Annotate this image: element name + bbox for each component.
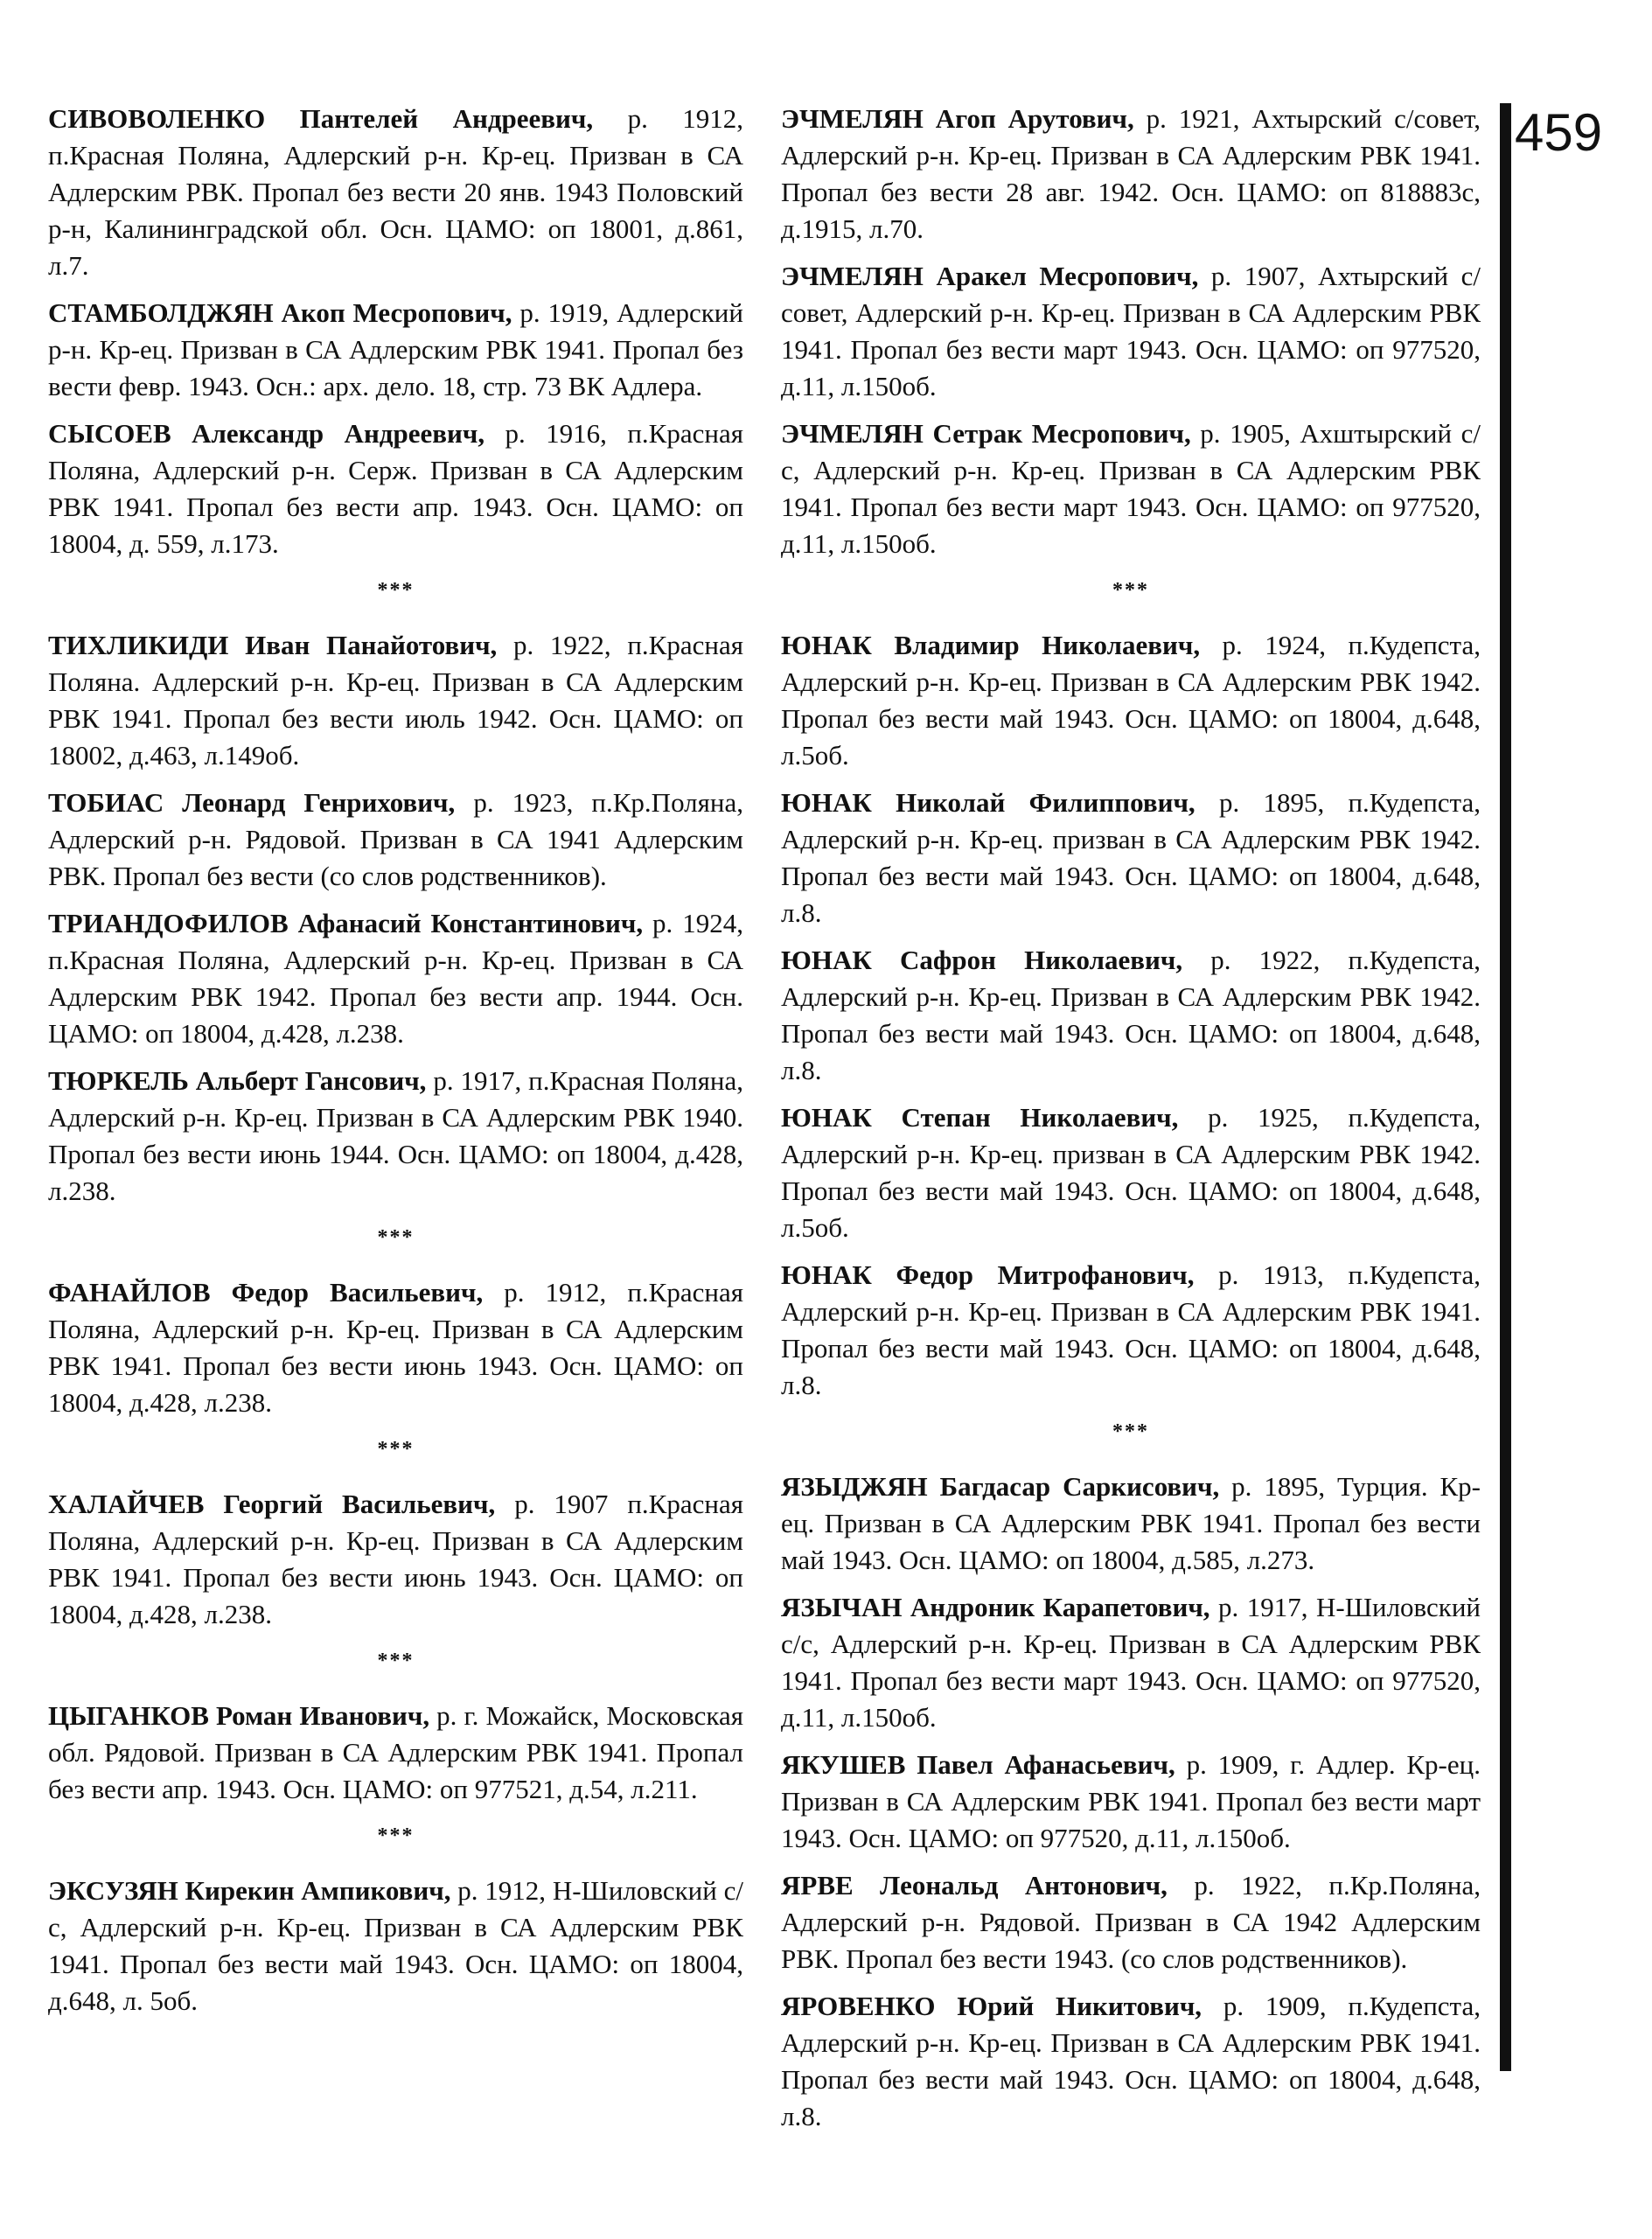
memorial-entry bbox=[781, 1468, 1481, 1579]
entry-name: ЯРВЕ Леональд Антонович, bbox=[781, 1870, 1168, 1901]
entry-details: р. 1924, п.Кудепста, Адлерский р-н. Кр-ец. Призван в СА Адлерским РВК 1942. Пропал без вести май 1943. Осн. ЦАМО: оп 18004, д.648, л.5об. bbox=[781, 630, 1481, 771]
entry-details: р. 1916, п.Красная Поляна, Адлерский р-н. Серж. Призван в СА Адлерским РВК 1941. Пропал без вести апр. 1943. Осн. ЦАМО: оп 18004, д. 559, л.173. bbox=[48, 418, 743, 559]
entry-name: ЯРОВЕНКО Юрий Никитович, bbox=[781, 1991, 1202, 2021]
entry-details: р. 1907, Ахтырский с/совет, Адлерский р-н. Кр-ец. Призван в СА Адлерским РВК 1941. Пропал без вести март 1943. Осн. ЦАМО: оп 977520, д.11, л.150об. bbox=[781, 261, 1481, 401]
entry-name: ЮНАК Владимир Николаевич, bbox=[781, 630, 1201, 660]
memorial-entry bbox=[781, 415, 1481, 562]
entry-details: р. 1919, Адлерский р-н. Кр-ец. Призван в СА Адлерским РВК 1941. Пропал без вести февр. 1943. Осн.: арх. дело. 18, стр. 73 ВК Адлера. bbox=[48, 297, 743, 401]
entry-details: р. 1917, п.Красная Поляна, Адлерский р-н. Кр-ец. Призван в СА Адлерским РВК 1940. Пропал без вести июнь 1944. Осн. ЦАМО: оп 18004, д.428, л.238. bbox=[48, 1065, 744, 1206]
entry-details: р. 1905, Ахштырский с/с, Адлерский р-н. Кр-ец. Призван в СА Адлерским РВК 1941. Пропал без вести март 1943. Осн. ЦАМО: оп 977520, д.11, л.150об. bbox=[781, 418, 1481, 559]
entry-name: ЯЗЫЧАН Андроник Карапетович, bbox=[781, 1592, 1210, 1622]
entry-name: СЫСОЕВ Александр Андреевич, bbox=[48, 418, 485, 449]
entry-details: р. 1917, Н-Шиловский с/с, Адлерский р-н. Кр-ец. Призван в СА Адлерским РВК 1941. Пропал без вести март 1943. Осн. ЦАМО: оп 977520, д.11, л.150об. bbox=[781, 1592, 1481, 1733]
section-separator: *** bbox=[377, 579, 415, 602]
memorial-entry bbox=[48, 415, 743, 562]
entry-details: р. г. Можайск, Московская обл. Рядовой. Призван в СА Адлерским РВК 1941. Пропал без вести апр. 1943. Осн. ЦАМО: оп 977521, д.54, л.211. bbox=[48, 1700, 743, 1804]
memorial-entry bbox=[781, 1257, 1481, 1404]
section-separator: *** bbox=[1112, 1420, 1149, 1443]
entry-details: р. 1907 п.Красная Поляна, Адлерский р-н. Кр-ец. Призван в СА Адлерским РВК 1941. Пропал без вести июнь 1943. Осн. ЦАМО: оп 18004, д.428, л.238. bbox=[48, 1489, 743, 1629]
memorial-entry bbox=[48, 101, 743, 284]
entry-details: р. 1912, п.Красная Поляна, Адлерский р-н. Кр-ец. Призван в СА Адлерским РВК. Пропал без вести 20 янв. 1943 Половский р-н, Калининградской обл. Осн. ЦАМО: оп 18001, д.861, л.7. bbox=[48, 103, 743, 281]
section-separator: *** bbox=[377, 1824, 415, 1847]
entry-name: ЮНАК Федор Митрофанович, bbox=[781, 1259, 1195, 1290]
entry-name: ТРИАНДОФИЛОВ Афанасий Константинович, bbox=[48, 908, 644, 938]
entry-name: ТОБИАС Леонард Генрихович, bbox=[48, 787, 456, 818]
memorial-entry bbox=[48, 1486, 743, 1633]
entry-name: ЦЫГАНКОВ Роман Иванович, bbox=[48, 1700, 430, 1731]
page-number: 459 bbox=[1515, 103, 1603, 162]
memorial-entry bbox=[48, 627, 743, 774]
entry-name: ЭЧМЕЛЯН Аракел Месропович, bbox=[781, 261, 1199, 291]
entry-name: ФАНАЙЛОВ Федор Васильевич, bbox=[48, 1277, 484, 1308]
memorial-entry bbox=[48, 1274, 743, 1421]
memorial-entry bbox=[48, 1698, 743, 1808]
entry-details: р. 1922, п.Красная Поляна. Адлерский р-н. Кр-ец. Призван в СА Адлерским РВК 1941. Пропал без вести июль 1942. Осн. ЦАМО: оп 18002, д.463, л.149об. bbox=[48, 630, 743, 771]
entry-name: ЭЧМЕЛЯН Сетрак Месропович, bbox=[781, 418, 1191, 449]
memorial-entry bbox=[781, 1867, 1481, 1977]
memorial-entry bbox=[48, 905, 743, 1052]
entry-details: р. 1924, п.Красная Поляна, Адлерский р-н. Кр-ец. Призван в СА Адлерским РВК 1942. Пропал без вести апр. 1944. Осн. ЦАМО: оп 18004, д.428, л.238. bbox=[48, 908, 743, 1049]
memorial-entry bbox=[781, 1589, 1481, 1736]
vertical-rule bbox=[1500, 103, 1511, 2071]
memorial-entry bbox=[48, 785, 743, 895]
memorial-entry bbox=[48, 295, 743, 405]
entry-name: ЮНАК Николай Филиппович, bbox=[781, 787, 1195, 818]
section-separator: *** bbox=[377, 1438, 415, 1461]
entry-name: ЯЗЫДЖЯН Багдасар Саркисович, bbox=[781, 1471, 1220, 1502]
entry-name: ЯКУШЕВ Павел Афанасьевич, bbox=[781, 1749, 1175, 1780]
entry-details: р. 1923, п.Кр.Поляна, Адлерский р-н. Рядовой. Призван в СА 1941 Адлерским РВК. Пропал без вести (со слов родственников). bbox=[48, 787, 743, 891]
memorial-entry bbox=[781, 101, 1481, 248]
entry-details: р. 1921, Ахтырский с/совет, Адлерский р-н. Кр-ец. Призван в СА Адлерским РВК 1941. Пропал без вести 28 авг. 1942. Осн. ЦАМО: оп 818883с, д.1915, л.70. bbox=[781, 103, 1481, 244]
entry-details: р. 1922, п.Кр.Поляна, Адлерский р-н. Рядовой. Призван в СА 1942 Адлерским РВК. Пропал без вести 1943. (со слов родственников). bbox=[781, 1870, 1481, 1974]
left-column bbox=[48, 101, 743, 2030]
right-column bbox=[781, 101, 1481, 2145]
entry-name: ТИХЛИКИДИ Иван Панайотович, bbox=[48, 630, 498, 660]
entry-details: р. 1912, Н-Шиловский с/с, Адлерский р-н. Кр-ец. Призван в СА Адлерским РВК 1941. Пропал без вести май 1943. Осн. ЦАМО: оп 18004, д.648, л. 5об. bbox=[48, 1875, 744, 2016]
entry-name: СИВОВОЛЕНКО Пантелей Андреевич, bbox=[48, 103, 594, 134]
entry-name: ХАЛАЙЧЕВ Георгий Васильевич, bbox=[48, 1489, 496, 1519]
memorial-entry bbox=[48, 1063, 743, 1210]
entry-name: ЮНАК Степан Николаевич, bbox=[781, 1102, 1179, 1133]
entry-details: р. 1895, Турция. Кр-ец. Призван в СА Адлерским РВК 1941. Пропал без вести май 1943. Осн. ЦАМО: оп 18004, д.585, л.273. bbox=[781, 1471, 1481, 1575]
section-separator: *** bbox=[377, 1226, 415, 1249]
entry-name: ТЮРКЕЛЬ Альберт Гансович, bbox=[48, 1065, 427, 1096]
entry-details: р. 1909, п.Кудепста, Адлерский р-н. Кр-ец. Призван в СА Адлерским РВК 1941. Пропал без вести май 1943. Осн. ЦАМО: оп 18004, д.648, л.8. bbox=[781, 1991, 1481, 2131]
entry-details: р. 1895, п.Кудепста, Адлерский р-н. Кр-ец. призван в СА Адлерским РВК 1942. Пропал без вести май 1943. Осн. ЦАМО: оп 18004, д.648, л.8. bbox=[781, 787, 1481, 928]
entry-name: ЭКСУЗЯН Кирекин Ампикович, bbox=[48, 1875, 451, 1906]
entry-name: ЮНАК Сафрон Николаевич, bbox=[781, 945, 1183, 975]
entry-details: р. 1913, п.Кудепста, Адлерский р-н. Кр-ец. Призван в СА Адлерским РВК 1941. Пропал без вести май 1943. Осн. ЦАМО: оп 18004, д.648, л.8. bbox=[781, 1259, 1481, 1400]
entry-details: р. 1909, г. Адлер. Кр-ец. Призван в СА Адлерским РВК 1941. Пропал без вести март 1943. Осн. ЦАМО: оп 977520, д.11, л.150об. bbox=[781, 1749, 1481, 1853]
section-separator: *** bbox=[377, 1650, 415, 1672]
memorial-entry bbox=[781, 258, 1481, 405]
memorial-entry bbox=[781, 785, 1481, 931]
entry-details: р. 1912, п.Красная Поляна, Адлерский р-н. Кр-ец. Призван в СА Адлерским РВК 1941. Пропал без вести июнь 1943. Осн. ЦАМО: оп 18004, д.428, л.238. bbox=[48, 1277, 743, 1418]
section-separator: *** bbox=[1112, 579, 1149, 602]
memorial-entry bbox=[781, 1099, 1481, 1246]
entry-details: р. 1925, п.Кудепста, Адлерский р-н. Кр-ец. призван в СА Адлерским РВК 1942. Пропал без вести май 1943. Осн. ЦАМО: оп 18004, д.648, л.5об. bbox=[781, 1102, 1481, 1243]
memorial-entry bbox=[781, 1988, 1481, 2135]
memorial-entry bbox=[48, 1873, 743, 2019]
memorial-entry bbox=[781, 1747, 1481, 1857]
entry-name: СТАМБОЛДЖЯН Акоп Месропович, bbox=[48, 297, 512, 328]
memorial-entry bbox=[781, 942, 1481, 1089]
entry-name: ЭЧМЕЛЯН Агоп Арутович, bbox=[781, 103, 1134, 134]
memorial-entry bbox=[781, 627, 1481, 774]
entry-details: р. 1922, п.Кудепста, Адлерский р-н. Кр-ец. Призван в СА Адлерским РВК 1942. Пропал без вести май 1943. Осн. ЦАМО: оп 18004, д.648, л.8. bbox=[781, 945, 1481, 1085]
